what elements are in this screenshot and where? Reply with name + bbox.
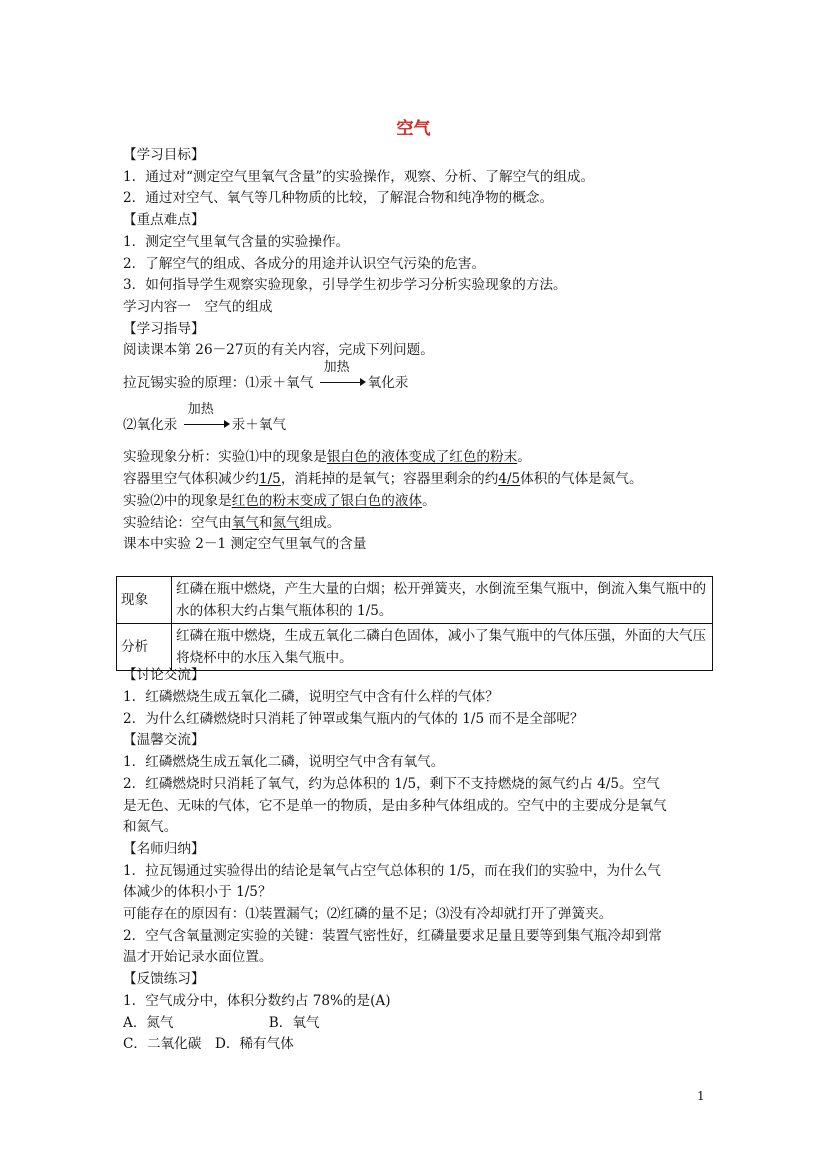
practice-options-ab: A．氮气 B．氧气 [123,1015,320,1031]
summary-heading: 【名师归纳】 [123,841,205,857]
page-title: 空气 [396,119,431,139]
table-row-label: 现象 [117,577,172,624]
summary-line-3: 可能存在的原因有：⑴装置漏气；⑵红磷的量不足；⑶没有冷却就打开了弹簧夹。 [123,906,613,922]
table-row-label: 分析 [117,624,172,671]
practice-heading: 【反馈练习】 [123,971,205,987]
summary-line-5: 温才开始记录水面位置。 [123,949,273,965]
warm-line-4: 和氮气。 [123,819,178,835]
warm-heading: 【温馨交流】 [123,732,205,748]
difficulty-item-3: 3．如何指导学生观察实验现象，引导学生初步学习分析实验现象的方法。 [123,277,567,293]
equation-1-product: 氧化汞 [367,375,409,391]
difficulty-heading: 【重点难点】 [123,212,205,228]
equation-2-reactant: ⑵氧化汞 [123,417,178,433]
answer-blank: 4/5 [498,471,521,487]
conclusion-line: 实验结论：空气由氧气和氮气组成。 [123,515,341,531]
warm-line-1: 1．红磷燃烧生成五氧化二磷，说明空气中含有氧气。 [123,754,445,770]
table-cell: 红磷在瓶中燃烧，生成五氧化二磷白色固体，减小了集气瓶中的气体压强，外面的大气压将烧杯中的水压入集气瓶中。 [172,624,713,671]
equation-2-products: 汞＋氧气 [231,417,287,433]
table-row [117,624,713,671]
analysis-line: 实验现象分析：实验⑴中的现象是银白色的液体变成了红色的粉末。 [123,449,531,465]
page-number: 1 [697,1089,705,1103]
practice-options-cd: C．二氧化碳 D．稀有气体 [123,1036,294,1052]
answer-blank: 氧气 [231,515,259,531]
answer-blank: 银白色的液体 [340,493,423,509]
goal-item-1: 1．通过对“测定空气里氧气含量”的实验操作，观察、分析、了解空气的组成。 [123,169,595,185]
answer-blank: 红色的粉末 [231,493,300,509]
discuss-item-2: 2．为什么红磷燃烧时只消耗了钟罩或集气瓶内的气体的 1/5 而不是全部呢？ [123,711,584,727]
principle-equation-1 [123,360,409,392]
difficulty-item-2: 2．了解空气的组成、各成分的用途并认识空气污染的危害。 [123,256,486,272]
warm-line-2: 2．红磷燃烧时只消耗了氧气，约为总体积的 1/5，剩下不支持燃烧的氮气约占 4/5。空气 [123,776,660,792]
discuss-heading: 【讨论交流】 [123,667,205,683]
practice-question-1: 1．空气成分中，体积分数约占 78%的是(A) [123,993,391,1009]
summary-line-2: 体减少的体积小于 1/5？ [123,884,272,900]
experiment-table [116,576,713,671]
answer-blank: 氮气 [272,515,300,531]
table-row [117,577,713,624]
summary-line-4: 2．空气含氧量测定实验的关键：装置气密性好，红磷量要求足量且要等到集气瓶冷却到常 [123,928,662,944]
principle-equation-2 [123,402,287,434]
reaction-arrow [184,402,230,429]
answer-blank: 银白色的液体 [326,449,409,465]
table-cell: 红磷在瓶中燃烧，产生大量的白烟；松开弹簧夹，水倒流至集气瓶中，倒流入集气瓶中的水的体积大约占集气瓶体积的 1/5。 [172,577,713,624]
equation-1-reactants: 拉瓦锡实验的原理：⑴汞＋氧气 [123,375,314,391]
answer-blank: 1/5 [258,471,281,487]
goals-heading: 【学习目标】 [123,147,205,163]
heat-condition: 加热 [187,402,214,417]
experiment2-line: 实验⑵中的现象是红色的粉末变成了银白色的液体。 [123,493,436,509]
goal-item-2: 2．通过对空气、氧气等几种物质的比较，了解混合物和纯净物的概念。 [123,190,554,206]
content-section-title: 学习内容一 空气的组成 [123,299,273,315]
summary-line-1: 1．拉瓦锡通过实验得出的结论是氧气占空气总体积的 1/5，而在我们的实验中，为什么气 [123,863,661,879]
answer-blank: 红色的粉末 [449,449,518,465]
discuss-item-1: 1．红磷燃烧生成五氧化二磷，说明空气中含有什么样的气体？ [123,689,499,705]
reading-instruction: 阅读课本第 26－27页的有关内容，完成下列问题。 [123,342,434,358]
difficulty-item-1: 1．测定空气里氧气含量的实验操作。 [123,234,350,250]
reaction-arrow [320,360,366,387]
textbook-experiment: 课本中实验 2－1 测定空气里氧气的含量 [123,536,367,552]
heat-condition: 加热 [323,360,350,375]
guide-heading: 【学习指导】 [123,321,205,337]
volume-line: 容器里空气体积减少约1/5，消耗掉的是氧气；容器里剩余的约4/5体积的气体是氮气。 [123,471,643,487]
warm-line-3: 是无色、无味的气体，它不是单一的物质，是由多种气体组成的。空气中的主要成分是氧气 [123,798,667,814]
